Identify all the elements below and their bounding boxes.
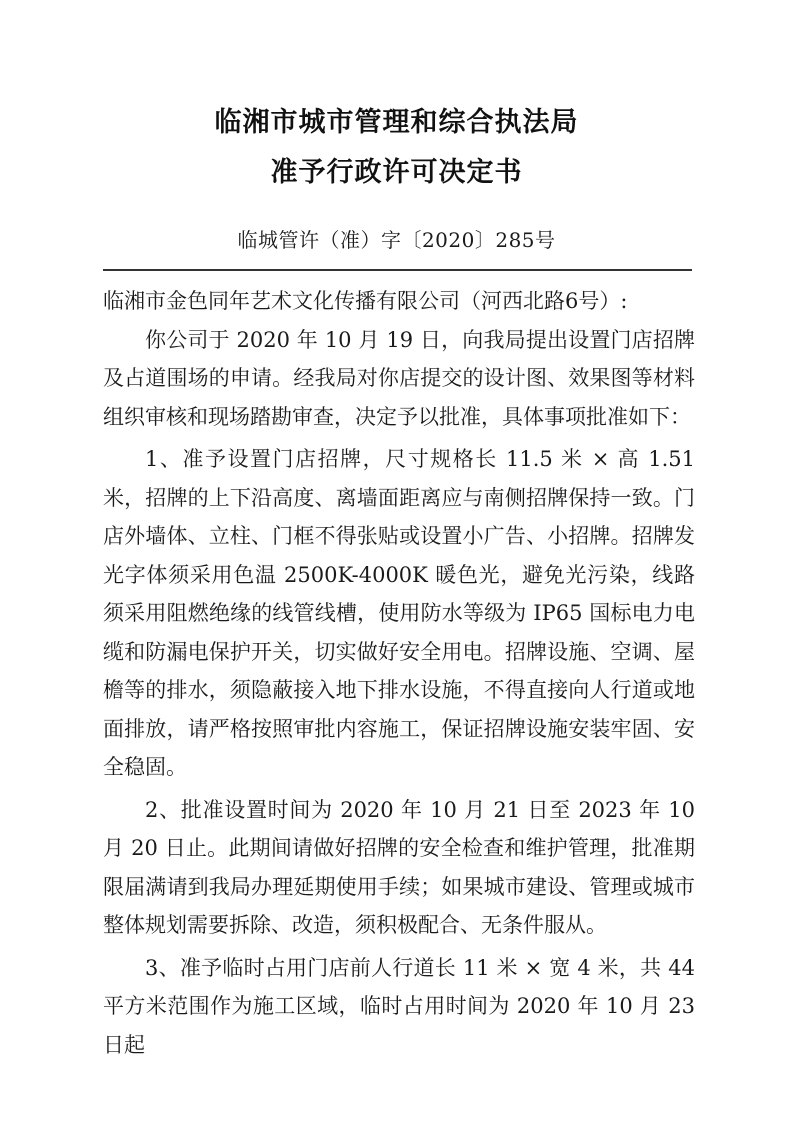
paragraph-item-2: 2、批准设置时间为 2020 年 10 月 21 日至 2023 年 10 月 20 日止。此期间请做好招牌的安全检查和维护管理，批准期限届满请到我局办理延期使用手续；如果城市建设、管理或城市整体规划需要拆除、改造，须积极配合、无条件服从。 — [103, 797, 695, 937]
document-number: 临城管许（准）字〔2020〕285号 — [237, 228, 556, 252]
paragraph-intro: 你公司于 2020 年 10 月 19 日，向我局提出设置门店招牌及占道围场的申请。经我局对你店提交的设计图、效果图等材料组织审核和现场踏勘审查，决定予以批准，具体事项批准如下： — [103, 327, 695, 429]
document-title-line1: 临湘市城市管理和综合执法局 — [214, 107, 579, 138]
paragraph-item-1: 1、准予设置门店招牌，尺寸规格长 11.5 米 × 高 1.51 米，招牌的上下沿高度、离墙面距离应与南侧招牌保持一致。门店外墙体、立柱、门框不得张贴或设置小广告、小招牌。招牌发光字体须采用色温 2500K-4000K 暖色光，避免光污染，线路须采用阻燃绝缘的线管线槽，使用防水等级为 IP65 国标电力电缆和防漏电保护开关，切实做好安全用电。招牌设施、空调、屋檐等的排水，须隐蔽接入地下排水设施，不得直接向人行道或地面排放，请严格按照审批内容施工，保证招牌设施安装牢固、安全稳固。 — [103, 447, 695, 779]
recipient-line: 临湘市金色同年艺术文化传播有限公司（河西北路6号）: — [103, 289, 628, 313]
paragraph-item-3: 3、准予临时占用门店前人行道长 11 米 × 宽 4 米，共 44 平方米范围作为施工区域，临时占用时间为 2020 年 10 月 23 日起 — [103, 955, 695, 1057]
document-body — [103, 282, 695, 1064]
header-divider — [103, 269, 692, 271]
document-title-line2: 准予行政许可决定书 — [270, 157, 523, 188]
